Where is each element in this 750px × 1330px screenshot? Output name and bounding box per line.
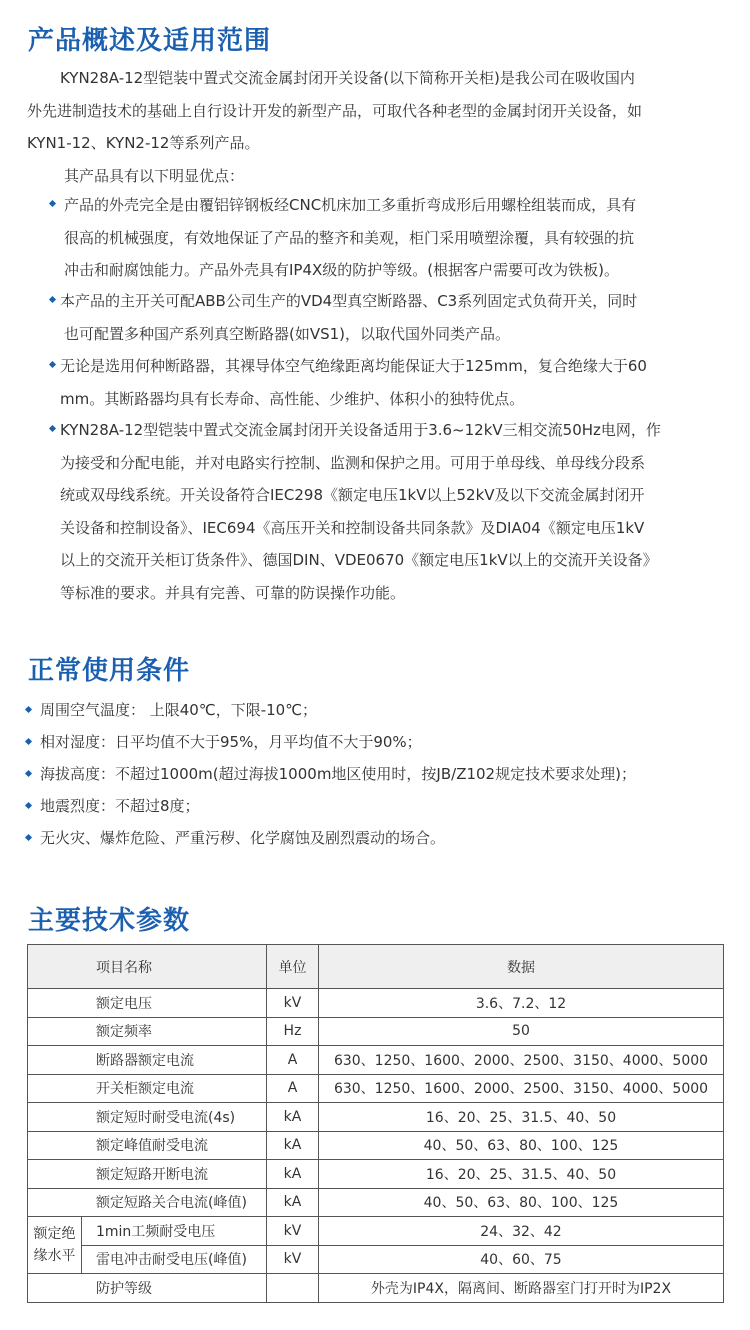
- header-unit: 单位: [267, 945, 319, 989]
- param-unit: kA: [267, 1160, 319, 1189]
- advantages-intro-text: 其产品具有以下明显优点：: [64, 167, 245, 185]
- param-name: 开关柜额定电流: [28, 1074, 267, 1103]
- param-unit: A: [267, 1046, 319, 1075]
- param-value: 630、1250、1600、2000、2500、3150、4000、5000: [319, 1074, 724, 1103]
- param-value: 16、20、25、31.5、40、50: [319, 1103, 724, 1132]
- param-name: 断路器额定电流: [28, 1046, 267, 1075]
- param-name: 额定短时耐受电流(4s): [28, 1103, 267, 1132]
- condition-item: [26, 726, 422, 758]
- advantage-bullet: [50, 189, 636, 287]
- bullet-line: 本产品的主开关可配ABB公司生产的VD4型真空断路器、C3系列固定式负荷开关，同时: [60, 292, 638, 310]
- table-row: [28, 1217, 724, 1246]
- diamond-bullet-icon: [25, 705, 32, 712]
- advantage-bullet: [50, 414, 661, 609]
- params-table: [27, 944, 724, 1303]
- bullet-line: KYN28A-12型铠装中置式交流金属封闭开关设备适用于3.6~12kV三相交流50Hz电网，作: [60, 421, 661, 439]
- param-unit: kV: [267, 1245, 319, 1274]
- conditions-title: 正常使用条件: [28, 656, 191, 686]
- bullet-line: 关设备和控制设备》、IEC694《高压开关和控制设备共同条款》及DIA04《额定电压1kV: [60, 518, 645, 537]
- bullet-line: 也可配置多种国产系列真空断路器(如VS1)，以取代国外同类产品。: [64, 324, 511, 343]
- bullet-line: 以上的交流开关柜订货条件》、德国DIN、VDE0670《额定电压1kV以上的交流开关设备》: [60, 551, 658, 569]
- diamond-bullet-icon: [25, 769, 32, 776]
- table-row: [28, 989, 724, 1018]
- condition-text: 无火灾、爆炸危险、严重污秽、化学腐蚀及剧烈震动的场合。: [40, 829, 446, 847]
- table-row: [28, 1103, 724, 1132]
- insulation-group-line: 额定绝: [33, 1226, 76, 1242]
- param-value: 50: [319, 1017, 724, 1046]
- param-unit: kA: [267, 1103, 319, 1132]
- param-unit: kA: [267, 1188, 319, 1217]
- table-row: [28, 1245, 724, 1274]
- condition-text: 海拔高度：不超过1000m(超过海拔1000m地区使用时，按JB/Z102规定技术要求处理)；: [40, 765, 636, 783]
- condition-item: [26, 822, 445, 854]
- param-name: 额定短路开断电流: [28, 1160, 267, 1189]
- param-name: 防护等级: [28, 1274, 267, 1303]
- header-data: 数据: [319, 945, 724, 989]
- condition-text: 周围空气温度： 上限40℃，下限-10℃；: [40, 701, 318, 719]
- condition-text: 地震烈度：不超过8度；: [40, 797, 200, 815]
- table-row: [28, 1274, 724, 1303]
- param-name: 额定频率: [28, 1017, 267, 1046]
- param-value: 630、1250、1600、2000、2500、3150、4000、5000: [319, 1046, 724, 1075]
- param-name: 额定短路关合电流(峰值): [28, 1188, 267, 1217]
- param-value: 24、32、42: [319, 1217, 724, 1246]
- table-row: [28, 1074, 724, 1103]
- diamond-bullet-icon: [25, 737, 32, 744]
- advantage-bullet: [50, 350, 647, 415]
- param-unit: A: [267, 1074, 319, 1103]
- table-row: [28, 1017, 724, 1046]
- param-value: 外壳为IP4X，隔离间、断路器室门打开时为IP2X: [319, 1274, 724, 1303]
- param-unit: kA: [267, 1131, 319, 1160]
- table-row: [28, 1046, 724, 1075]
- param-unit: Hz: [267, 1017, 319, 1046]
- bullet-line: 为接受和分配电能，并对电路实行控制、监测和保护之用。可用于单母线、单母线分段系: [60, 453, 646, 472]
- param-value: 40、60、75: [319, 1245, 724, 1274]
- header-item-name: 项目名称: [28, 945, 267, 989]
- bullet-line: 很高的机械强度，有效地保证了产品的整齐和美观，柜门采用喷塑涂覆，具有较强的抗: [64, 228, 635, 247]
- bullet-line: 等标准的要求。并具有完善、可靠的防误操作功能。: [60, 583, 406, 602]
- diamond-bullet-icon: [25, 801, 32, 808]
- param-unit: kV: [267, 989, 319, 1018]
- table-row: [28, 1131, 724, 1160]
- overview-intro: [27, 62, 642, 160]
- param-unit: kV: [267, 1217, 319, 1246]
- overview-title: 产品概述及适用范围: [28, 26, 272, 56]
- param-name: 雷电冲击耐受电压(峰值): [82, 1245, 267, 1274]
- insulation-group-label: [28, 1217, 82, 1274]
- param-name: 额定电压: [28, 989, 267, 1018]
- bullet-line: 冲击和耐腐蚀能力。产品外壳具有IP4X级的防护等级。(根据客户需要可改为铁板)。: [64, 261, 619, 279]
- params-title: 主要技术参数: [28, 906, 191, 936]
- table-header-row: [28, 945, 724, 989]
- condition-item: [26, 758, 636, 790]
- advantage-bullet: [50, 285, 637, 350]
- condition-item: [26, 694, 317, 726]
- bullet-line: 统或双母线系统。开关设备符合IEC298《额定电压1kV以上52kV及以下交流金属封闭开: [60, 486, 645, 504]
- intro-line: 外先进制造技术的基础上自行设计开发的新型产品，可取代各种老型的金属封闭开关设备，如: [27, 101, 643, 120]
- intro-line: KYN28A-12型铠装中置式交流金属封闭开关设备(以下简称开关柜)是我公司在吸收国内: [60, 69, 635, 87]
- param-value: 3.6、7.2、12: [319, 989, 724, 1018]
- diamond-bullet-icon: [25, 833, 32, 840]
- param-value: 40、50、63、80、100、125: [319, 1188, 724, 1217]
- intro-line: KYN1-12、KYN2-12等系列产品。: [27, 134, 260, 152]
- param-value: 16、20、25、31.5、40、50: [319, 1160, 724, 1189]
- condition-text: 相对湿度：日平均值不大于95%，月平均值不大于90%；: [40, 733, 422, 751]
- param-name: 1min工频耐受电压: [82, 1217, 267, 1246]
- param-name: 额定峰值耐受电流: [28, 1131, 267, 1160]
- param-unit: [267, 1274, 319, 1303]
- bullet-line: 产品的外壳完全是由覆铝锌钢板经CNC机床加工多重折弯成形后用螺栓组装而成，具有: [64, 196, 637, 214]
- bullet-line: 无论是选用何种断路器，其裸导体空气绝缘距离均能保证大于125mm，复合绝缘大于60: [60, 357, 647, 375]
- advantages-intro: [64, 160, 244, 193]
- table-row: [28, 1160, 724, 1189]
- bullet-line: mm。其断路器均具有长寿命、高性能、少维护、体积小的独特优点。: [60, 389, 525, 408]
- table-row: [28, 1188, 724, 1217]
- condition-item: [26, 790, 200, 822]
- param-value: 40、50、63、80、100、125: [319, 1131, 724, 1160]
- insulation-group-line: 缘水平: [33, 1248, 76, 1264]
